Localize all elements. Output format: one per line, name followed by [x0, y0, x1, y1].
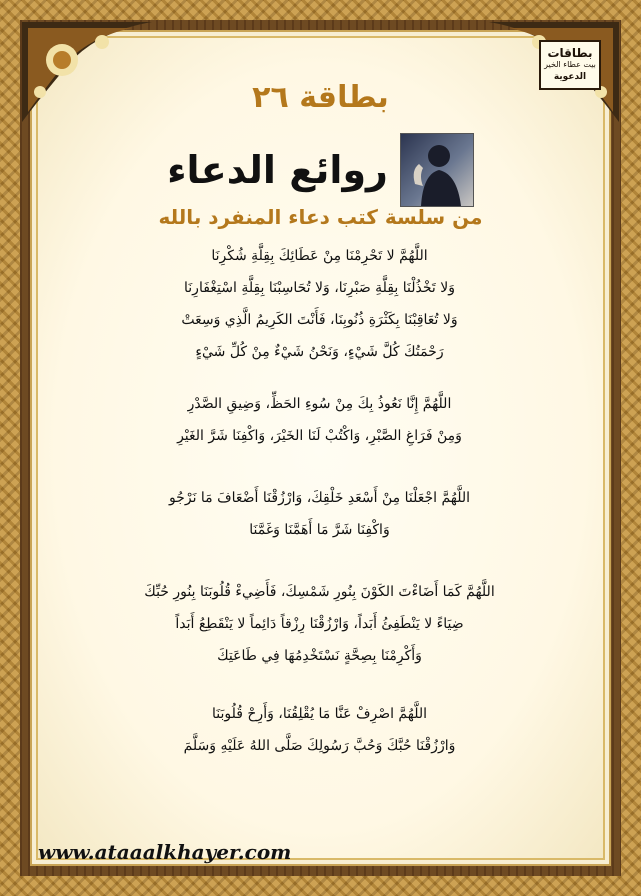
website-url: www.ataaalkhayer.com	[38, 840, 292, 864]
logo-line-1: بطاقات	[547, 46, 593, 60]
dua-line: وَأَكْرِمْنَا بِصِحَّةٍ نَسْتَخْدِمُهَا فِي طَاعَتِكَ	[217, 648, 422, 664]
dua-paragraph	[30, 482, 609, 546]
dua-line: ضِيَاءً لا يَنْطَفِئُ أَبَداً، وَارْزُقْنَا رِزْقاً دَائِماً لا يَنْقَطِعُ أَبَداً	[175, 616, 464, 632]
dua-line: وَمِنْ فَرَاغِ الصَّبْرِ، وَاكْتُبْ لَنَا الخَيْرَ، وَاكْفِنَا شَرَّ الغَيْرِ	[177, 428, 462, 444]
dua-paragraph	[30, 240, 609, 368]
dua-line: اللَّهُمَّ لا تَحْرِمْنَا مِنْ عَطَائِكَ بِقِلَّةِ شُكْرِنَا	[211, 248, 428, 264]
title-row	[0, 130, 641, 210]
dua-line: وَلا تُعَاقِبْنَا بِكَثْرَةِ ذُنُوبِنَا، فَأَنْتَ الكَرِيمُ الَّذِي وَسِعَتْ	[181, 312, 458, 328]
praying-person-photo	[400, 133, 474, 207]
dua-line: اللَّهُمَّ كَمَا أَضَاءْتَ الكَوْنَ بِنُورِ شَمْسِكَ، فَأَضِيءْ قُلُوبَنَا بِنُورِ حُبِّكَ	[144, 584, 495, 600]
dua-line: وَاكْفِنَا شَرَّ مَا أَهَمَّنَا وَغَمَّنَا	[249, 522, 390, 538]
page-title: روائع الدعاء	[167, 148, 388, 192]
dua-line: اللَّهُمَّ اجْعَلْنَا مِنْ أَسْعَدِ خَلْقِكَ، وَارْزُقْنَا أَضْعَافَ مَا نَرْجُو	[168, 490, 471, 506]
dua-line: وَارْزُقْنَا حُبَّكَ وَحُبَّ رَسُولِكَ صَلَّى اللهُ عَلَيْهِ وَسَلَّمَ	[183, 738, 456, 754]
card-number: بطاقة ٢٦	[252, 80, 389, 115]
logo-line-3: الدعوية	[553, 72, 587, 82]
dua-paragraph	[30, 698, 609, 762]
praying-person-icon	[401, 134, 473, 206]
subtitle: من سلسة كتب دعاء المنفرد بالله	[158, 205, 483, 229]
dua-line: اللَّهُمَّ اصْرِفْ عَنَّا مَا يُقْلِقُنَا، وَأَرِحْ قُلُوبَنَا	[212, 706, 427, 722]
dua-paragraph	[30, 576, 609, 672]
dua-paragraph	[30, 388, 609, 452]
dua-line: رَحْمَتُكَ كُلَّ شَيْءٍ، وَنَحْنُ شَيْءٌ مِنْ كُلِّ شَيْءٍ	[195, 344, 444, 360]
dua-line: وَلا تَخْذُلْنَا بِقِلَّةِ صَبْرِنَا، وَلا تُحَاسِبْنَا بِقِلَّةِ اسْتِغْفَارِنَا	[184, 280, 455, 296]
dua-line: اللَّهُمَّ إِنَّا نَعُوذُ بِكَ مِنْ سُوءِ الحَظِّ، وَضِيقِ الصَّدْرِ	[187, 396, 452, 412]
logo-line-2: بيت عطاء الخير	[544, 60, 596, 69]
dua-text	[30, 240, 609, 762]
